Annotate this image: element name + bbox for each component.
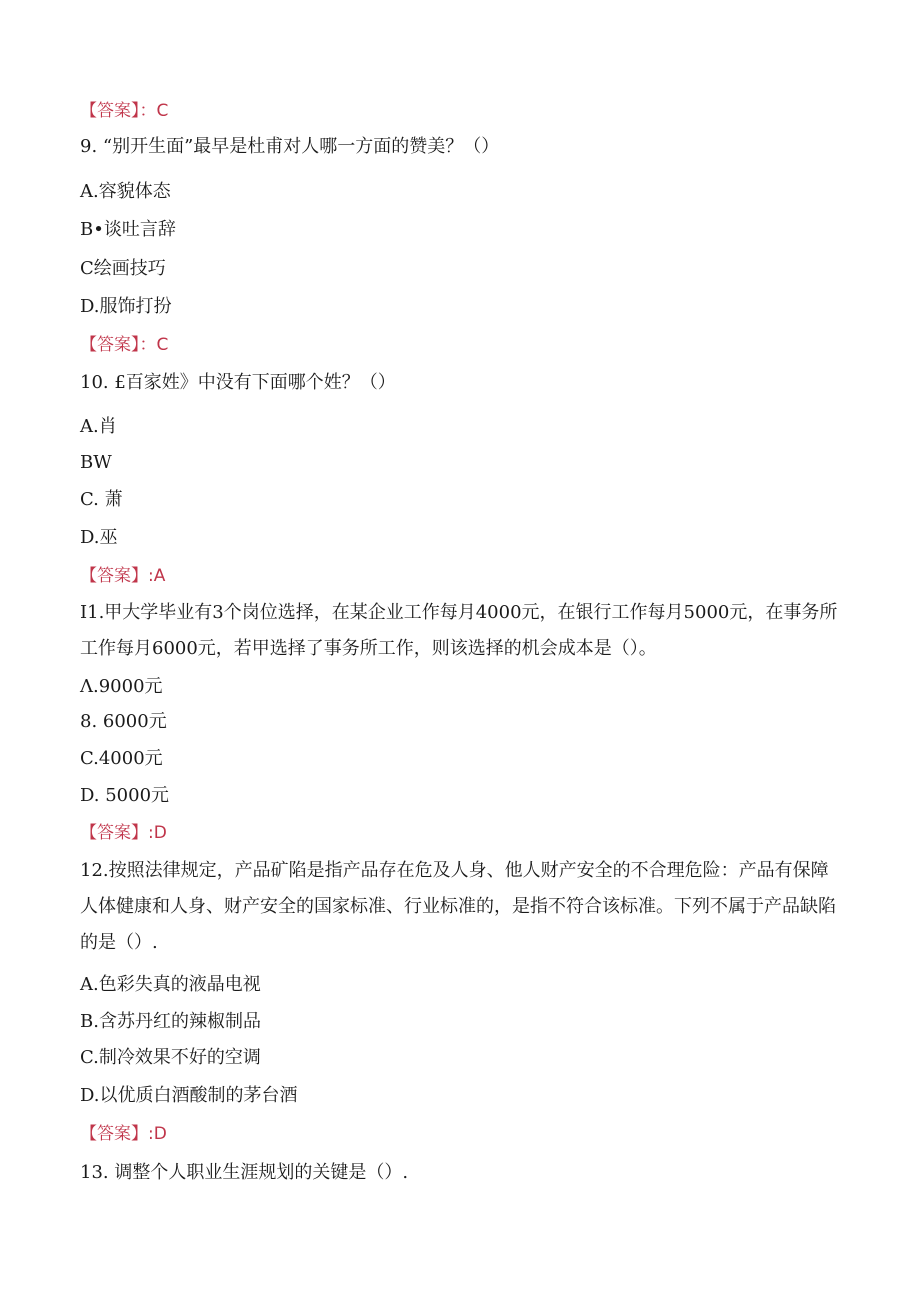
option-q12-c: C.制冷效果不好的空调 [80, 1047, 261, 1068]
option-q11-c: C.4000元 [80, 748, 163, 769]
option-q10-b: BW [80, 452, 112, 473]
option-q12-b: B.含苏丹红的辣椒制品 [80, 1011, 261, 1032]
answer-q9: 【答案】：C [80, 335, 169, 355]
option-q11-d: D. 5000元 [80, 785, 170, 806]
question-12: 12.按照法律规定，产品矿陷是指产品存在危及人身、他人财产安全的不合理危险：产品有保障人体健康和人身、财产安全的国家标准、行业标准的，是指不符合该标准。下列不属于产品缺陷的是（）. [80, 860, 836, 953]
option-q9-a: A.容貌体态 [80, 181, 171, 202]
question-9: 9. “别开生面”最早是杜甫对人哪一方面的赞美？（） [80, 136, 500, 157]
option-q9-c: C绘画技巧 [80, 258, 166, 279]
answer-q8: 【答案】：C [80, 101, 169, 121]
option-q9-b: B•谈吐言辞 [80, 219, 176, 240]
answer-q10: 【答案】:A [80, 566, 166, 586]
option-q12-a: A.色彩失真的液晶电视 [80, 974, 261, 995]
option-q10-c: C. 萧 [80, 489, 123, 510]
option-q11-b: 8. 6000元 [80, 711, 167, 732]
option-q10-a: A.肖 [80, 416, 117, 437]
question-11: I1.甲大学毕业有3个岗位选择，在某企业工作每月4000元，在银行工作每月5000元，在事务所工作每月6000元，若甲选择了事务所工作，则该选择的机会成本是（）。 [80, 602, 838, 659]
option-q11-a: Λ.9000元 [80, 676, 163, 697]
question-10: 10. £百家姓》中没有下面哪个姓？（） [80, 372, 396, 393]
answer-q11: 【答案】:D [80, 823, 167, 843]
question-13: 13. 调整个人职业生涯规划的关键是（）. [80, 1162, 409, 1183]
answer-q12: 【答案】:D [80, 1124, 167, 1144]
option-q9-d: D.服饰打扮 [80, 296, 172, 317]
option-q12-d: D.以优质白酒酸制的茅台酒 [80, 1085, 298, 1106]
option-q10-d: D.巫 [80, 527, 118, 548]
